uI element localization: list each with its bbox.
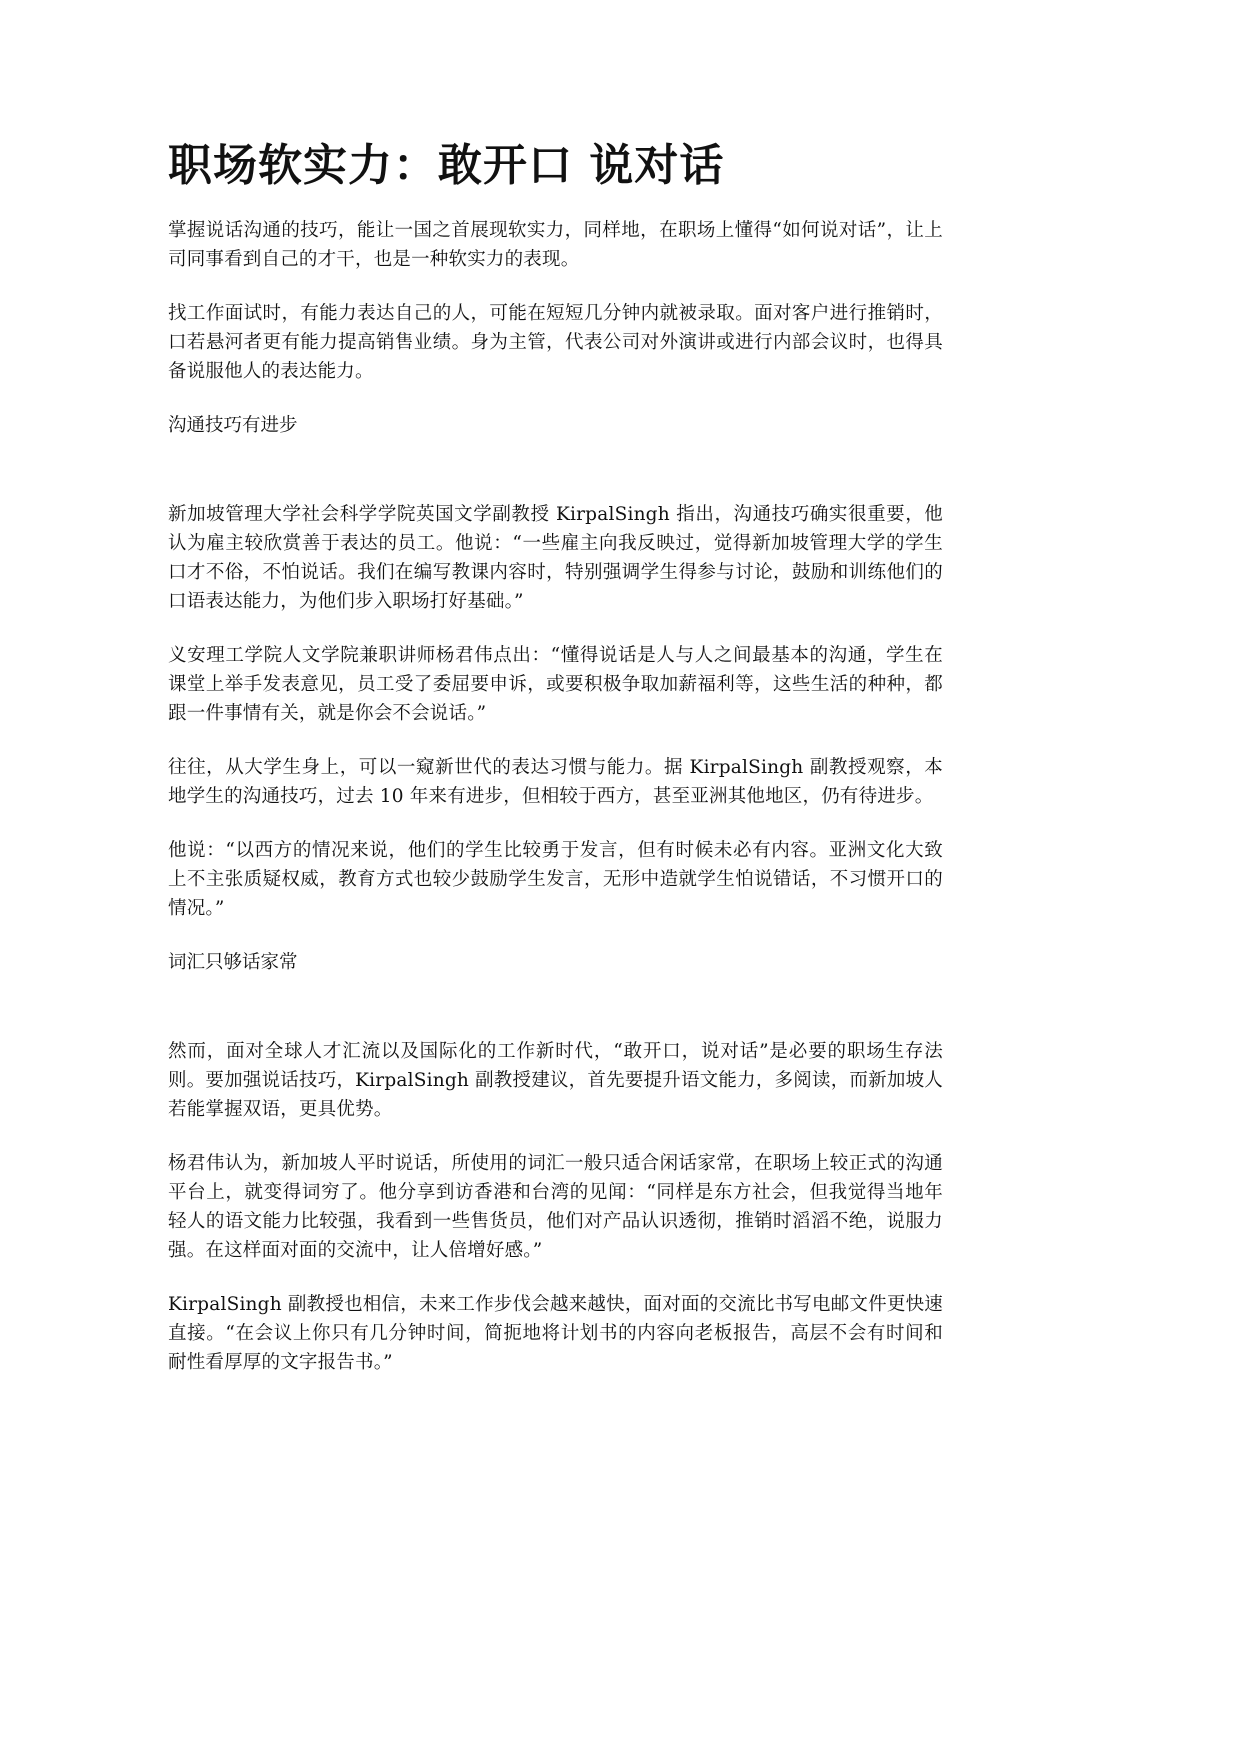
- section-heading: 沟通技巧有进步: [168, 415, 298, 436]
- document-title: 职场软实力：敢开口 说对话: [168, 140, 725, 191]
- paragraph: 他说：“以西方的情况来说，他们的学生比较勇于发言，但有时候未必有内容。亚洲文化大致上不主张质疑权威，教育方式也较少鼓励学生发言，无形中造就学生怕说错话，不习惯开口的情况。”: [168, 840, 943, 919]
- paragraph: 义安理工学院人文学院兼职讲师杨君伟点出：“懂得说话是人与人之间最基本的沟通，学生在课堂上举手发表意见，员工受了委屈要申诉，或要积极争取加薪福利等，这些生活的种种，都跟一件事情有关，就是你会不会说话。”: [168, 645, 943, 724]
- paragraph: 找工作面试时，有能力表达自己的人，可能在短短几分钟内就被录取。面对客户进行推销时，口若悬河者更有能力提高销售业绩。身为主管，代表公司对外演讲或进行内部会议时，也得具备说服他人的表达能力。: [168, 303, 943, 382]
- paragraph: KirpalSingh 副教授也相信，未来工作步伐会越来越快，面对面的交流比书写电邮文件更快速直接。“在会议上你只有几分钟时间，简扼地将计划书的内容向老板报告，高层不会有时间和耐性看厚厚的文字报告书。”: [168, 1294, 943, 1373]
- paragraph: 掌握说话沟通的技巧，能让一国之首展现软实力，同样地，在职场上懂得“如何说对话”，让上司同事看到自己的才干，也是一种软实力的表现。: [168, 220, 943, 270]
- document-page: [168, 136, 943, 1402]
- paragraph: 杨君伟认为，新加坡人平时说话，所使用的词汇一般只适合闲话家常，在职场上较正式的沟通平台上，就变得词穷了。他分享到访香港和台湾的见闻：“同样是东方社会，但我觉得当地年轻人的语文能力比较强，我看到一些售货员，他们对产品认识透彻，推销时滔滔不绝，说服力强。在这样面对面的交流中，让人倍增好感。”: [168, 1153, 943, 1261]
- section-heading: 词汇只够话家常: [168, 952, 298, 973]
- paragraph: 然而，面对全球人才汇流以及国际化的工作新时代，“敢开口，说对话”是必要的职场生存法则。要加强说话技巧，KirpalSingh 副教授建议，首先要提升语文能力，多阅读，而新加坡人若能掌握双语，更具优势。: [168, 1041, 943, 1120]
- paragraph: 往往，从大学生身上，可以一窥新世代的表达习惯与能力。据 KirpalSingh 副教授观察，本地学生的沟通技巧，过去 10 年来有进步，但相较于西方，甚至亚洲其他地区，仍有待进步。: [168, 757, 943, 807]
- paragraph: 新加坡管理大学社会科学学院英国文学副教授 KirpalSingh 指出，沟通技巧确实很重要，他认为雇主较欣赏善于表达的员工。他说：“一些雇主向我反映过，觉得新加坡管理大学的学生口才不俗，不怕说话。我们在编写教课内容时，特别强调学生得参与讨论，鼓励和训练他们的口语表达能力，为他们步入职场打好基础。”: [168, 504, 943, 612]
